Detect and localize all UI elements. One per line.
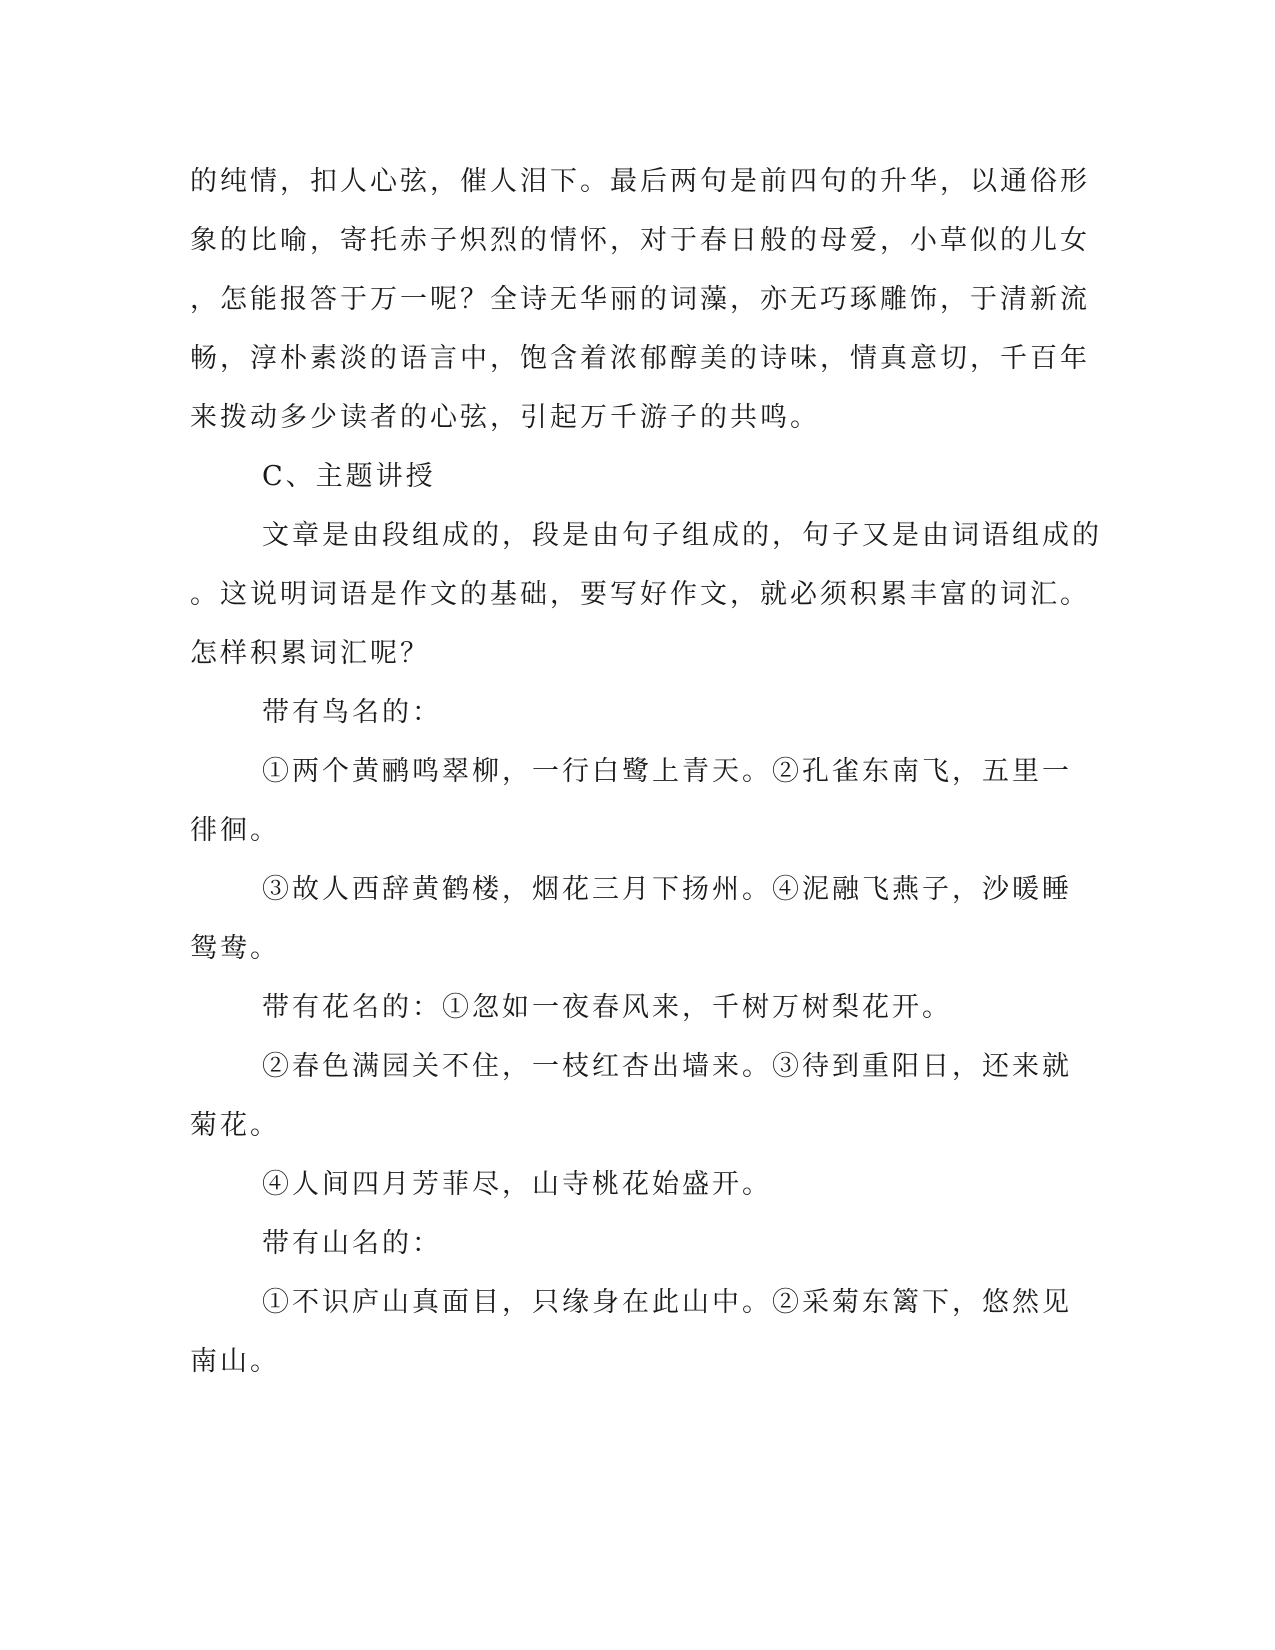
- text-line: 怎样积累词汇呢？: [190, 638, 430, 669]
- text-line: 来拨动多少读者的心弦，引起万千游子的共鸣。: [190, 402, 820, 433]
- category-label: 带有花名的：①忽如一夜春风来，千树万树梨花开。: [262, 992, 952, 1023]
- text-line: ①两个黄鹂鸣翠柳，一行白鹭上青天。②孔雀东南飞，五里一: [262, 756, 1072, 787]
- text-line: ，怎能报答于万一呢？全诗无华丽的词藻，亦无巧琢雕饰，于清新流: [190, 284, 1090, 315]
- text-line: 。这说明词语是作文的基础，要写好作文，就必须积累丰富的词汇。: [190, 579, 1090, 610]
- text-line: ④人间四月芳菲尽，山寺桃花始盛开。: [262, 1169, 772, 1200]
- category-label: 带有鸟名的：: [262, 697, 442, 728]
- text-line: 象的比喻，寄托赤子炽烈的情怀，对于春日般的母爱，小草似的儿女: [190, 225, 1090, 256]
- text-line: 徘徊。: [190, 815, 280, 846]
- text-line: ①不识庐山真面目，只缘身在此山中。②采菊东篱下，悠然见: [262, 1287, 1072, 1318]
- text-line: 南山。: [190, 1346, 280, 1377]
- section-heading: C、主题讲授: [262, 461, 436, 492]
- text-line: 畅，淳朴素淡的语言中，饱含着浓郁醇美的诗味，情真意切，千百年: [190, 343, 1090, 374]
- text-line: 文章是由段组成的，段是由句子组成的，句子又是由词语组成的: [262, 520, 1102, 551]
- text-line: 菊花。: [190, 1110, 280, 1141]
- category-label: 带有山名的：: [262, 1228, 442, 1259]
- text-line: 鸳鸯。: [190, 933, 280, 964]
- text-line: ③故人西辞黄鹤楼，烟花三月下扬州。④泥融飞燕子，沙暖睡: [262, 874, 1072, 905]
- text-line: 的纯情，扣人心弦，催人泪下。最后两句是前四句的升华，以通俗形: [190, 166, 1090, 197]
- text-line: ②春色满园关不住，一枝红杏出墙来。③待到重阳日，还来就: [262, 1051, 1072, 1082]
